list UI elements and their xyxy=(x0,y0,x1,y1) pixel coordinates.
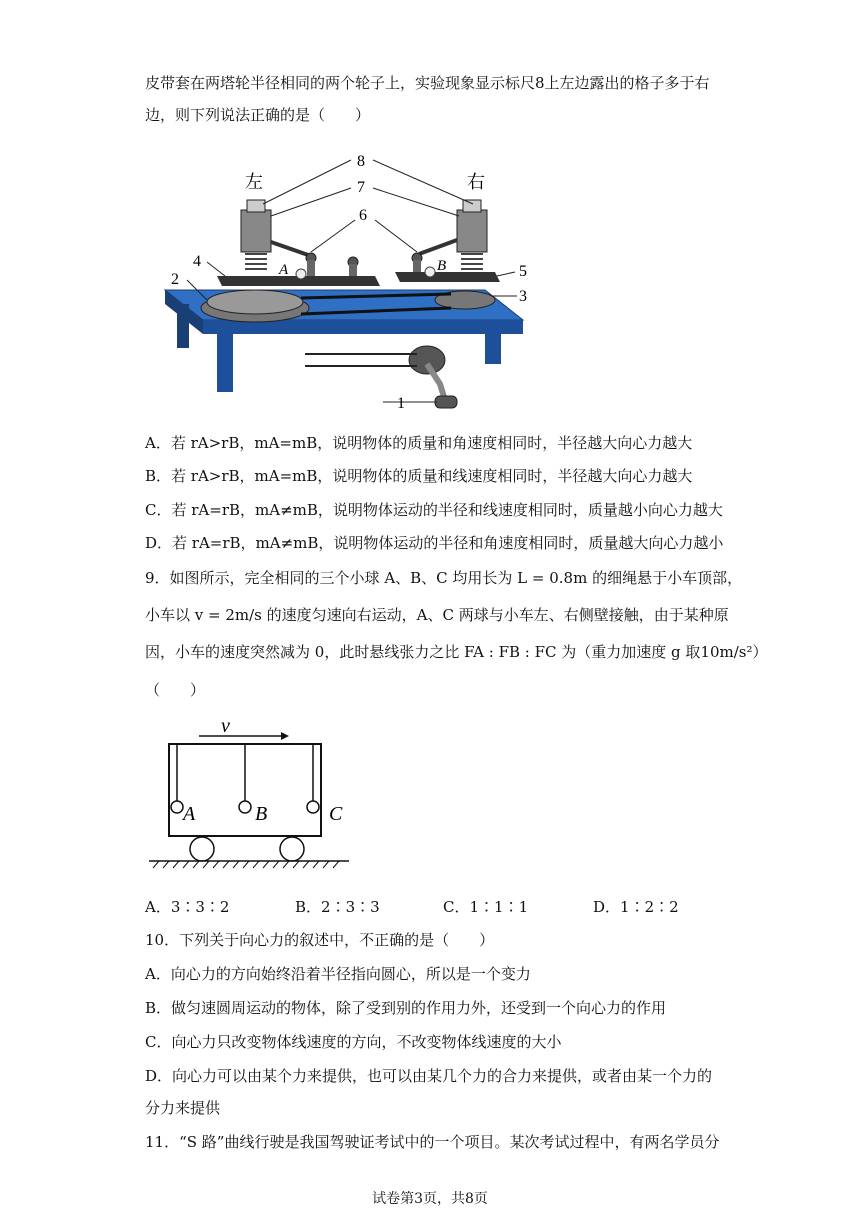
ball-a-label: A xyxy=(183,803,196,825)
q9-option-a: A．3∶3∶2 xyxy=(145,898,230,916)
q8-stem-line1: 皮带套在两塔轮半径相同的两个轮子上，实验现象显示标尺8上左边露出的格子多于右 xyxy=(145,74,710,92)
q9-option-b: B．2∶3∶3 xyxy=(295,898,380,916)
q11-stem: 11．“S 路”曲线行驶是我国驾驶证考试中的一个项目。某次考试过程中，有两名学员分 xyxy=(145,1133,720,1151)
centripetal-apparatus-figure xyxy=(155,148,535,418)
label-6: 6 xyxy=(359,207,367,224)
label-ball-a: A xyxy=(279,262,289,278)
label-2: 2 xyxy=(171,271,179,288)
q10-option-b: B．做匀速圆周运动的物体，除了受到别的作用力外，还受到一个向心力的作用 xyxy=(145,999,667,1017)
label-1: 1 xyxy=(397,395,405,412)
velocity-label: v xyxy=(221,715,230,737)
label-3: 3 xyxy=(519,288,527,305)
label-left: 左 xyxy=(245,172,263,193)
label-right: 右 xyxy=(467,172,485,193)
ball-c-label: C xyxy=(329,803,343,825)
q9-option-d: D．1∶2∶2 xyxy=(593,898,679,916)
q10-option-c: C．向心力只改变物体线速度的方向，不改变物体线速度的大小 xyxy=(145,1033,562,1051)
q8-option-b: B．若 rA>rB，mA=mB，说明物体的质量和线速度相同时，半径越大向心力越大 xyxy=(145,467,693,485)
page-footer: 试卷第3页，共8页 xyxy=(372,1191,488,1207)
q8-option-d: D．若 rA=rB，mA≠mB，说明物体运动的半径和角速度相同时，质量越大向心力越小 xyxy=(145,534,724,552)
q10-stem: 10．下列关于向心力的叙述中，不正确的是（ ） xyxy=(145,931,495,949)
q8-option-a: A．若 rA>rB，mA=mB，说明物体的质量和角速度相同时，半径越大向心力越大 xyxy=(145,434,693,452)
q8-option-c: C．若 rA=rB，mA≠mB，说明物体运动的半径和线速度相同时，质量越小向心力越大 xyxy=(145,501,723,519)
label-ball-b: B xyxy=(437,258,447,274)
q9-stem-line1: 9．如图所示，完全相同的三个小球 A、B、C 均用长为 L = 0.8m 的细绳悬于小车顶部， xyxy=(145,569,743,587)
label-4: 4 xyxy=(193,253,201,270)
q9-stem-line2: 小车以 v = 2m/s 的速度匀速向右运动，A、C 两球与小车左、右侧壁接触，由于某种原 xyxy=(145,606,729,624)
label-8: 8 xyxy=(357,153,365,170)
q10-option-d: D．向心力可以由某个力来提供，也可以由某几个力的合力来提供，或者由某一个力的 xyxy=(145,1067,713,1085)
q10-option-d-cont: 分力来提供 xyxy=(145,1099,221,1117)
q10-option-a: A．向心力的方向始终沿着半径指向圆心，所以是一个变力 xyxy=(145,965,531,983)
q8-stem-line2: 边，则下列说法正确的是（ ） xyxy=(145,106,371,124)
q9-stem-line3: 因，小车的速度突然减为 0，此时悬线张力之比 FA : FB : FC 为（重力加速度 g 取10m/s²） xyxy=(145,643,768,661)
cart-pendulum-figure xyxy=(145,712,365,872)
q9-stem-line4: （ ） xyxy=(145,681,206,699)
ball-b-label: B xyxy=(255,803,268,825)
label-7: 7 xyxy=(357,179,365,196)
label-5: 5 xyxy=(519,263,527,280)
q9-option-c: C．1∶1∶1 xyxy=(443,898,529,916)
